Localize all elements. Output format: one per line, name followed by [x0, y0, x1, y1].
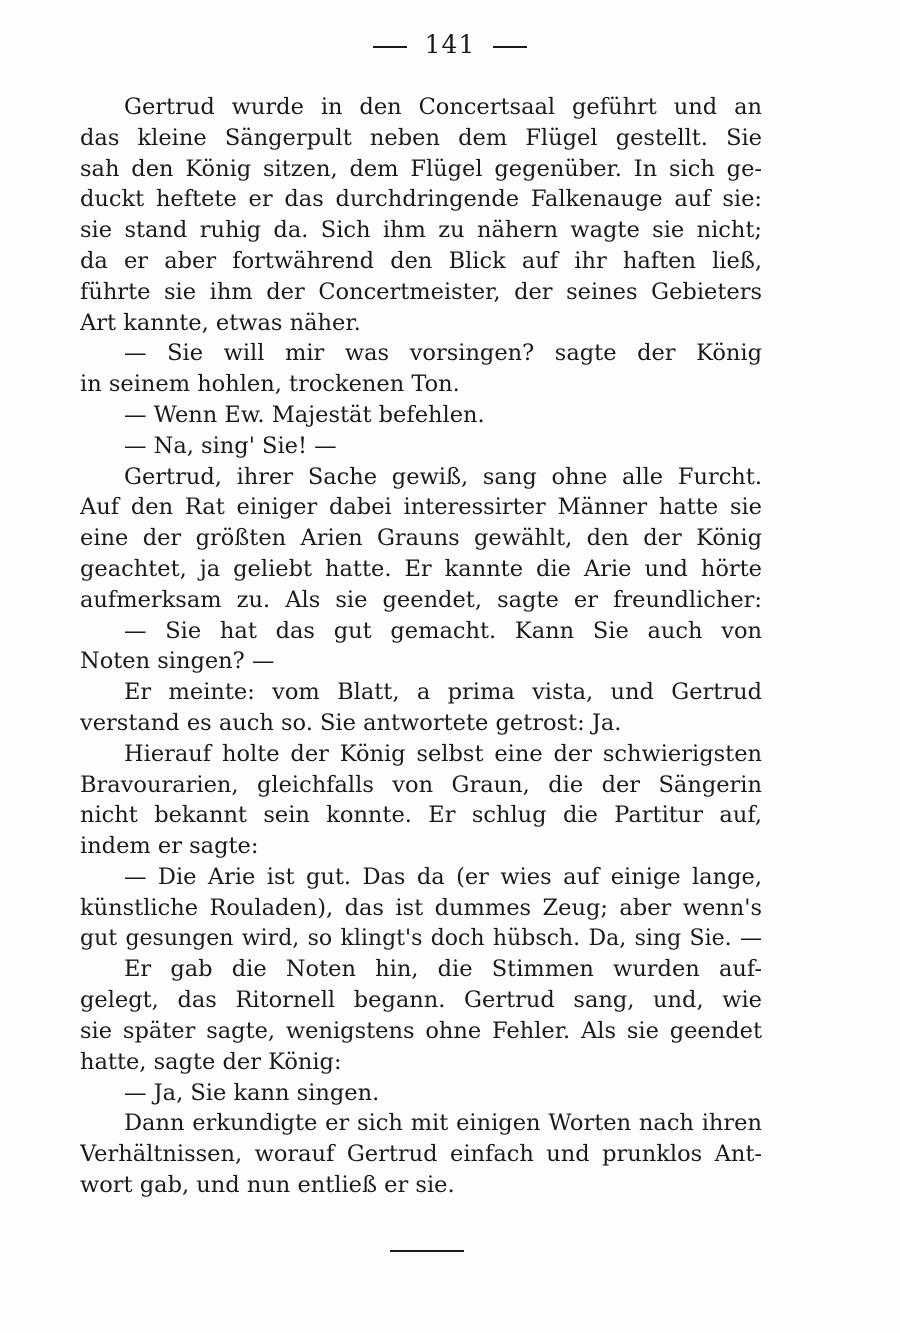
- text-line: geachtet, ja geliebt hatte. Er kannte die Arie und hörte: [80, 555, 762, 582]
- text-line: Hierauf holte der König selbst eine der schwierigsten: [124, 740, 762, 767]
- text-line: aufmerksam zu. Als sie geendet, sagte er freundlicher:: [80, 586, 762, 613]
- text-line: Auf den Rat einiger dabei interessirter Männer hatte sie: [80, 494, 762, 521]
- text-line: duckt heftete er das durchdringende Falkenauge auf sie:: [80, 186, 762, 213]
- text-line: — Sie will mir was vorsingen? sagte der König: [124, 340, 762, 367]
- text-line: Gertrud wurde in den Concertsaal geführt und an: [124, 94, 762, 120]
- text-line: Dann erkundigte er sich mit einigen Worten nach ihren: [124, 1110, 762, 1137]
- text-line: — Wenn Ew. Majestät befehlen.: [124, 401, 485, 428]
- text-line: verstand es auch so. Sie antwortete getrost: Ja.: [80, 709, 622, 736]
- text-line: da er aber fortwährend den Blick auf ihr haften ließ,: [80, 247, 762, 274]
- text-line: das kleine Sängerpult neben dem Flügel gestellt. Sie: [80, 124, 762, 151]
- header-dash-right: [493, 46, 527, 48]
- text-line: eine der größten Arien Grauns gewählt, den der König: [80, 525, 762, 552]
- text-line: — Sie hat das gut gemacht. Kann Sie auch von: [124, 617, 762, 644]
- text-line: führte sie ihm der Concertmeister, der seines Gebieters: [80, 278, 762, 305]
- text-line: gelegt, das Ritornell begann. Gertrud sang, und, wie: [80, 987, 762, 1014]
- text-line: sie später sagte, wenigstens ohne Fehler. Als sie geendet: [80, 1017, 762, 1044]
- header-dash-left: [373, 46, 407, 48]
- text-line: Er gab die Noten hin, die Stimmen wurden auf-: [124, 956, 762, 983]
- text-line: — Die Arie ist gut. Das da (er wies auf einige lange,: [124, 863, 762, 890]
- text-line: hatte, sagte der König:: [80, 1048, 342, 1075]
- text-line: in seinem hohlen, trockenen Ton.: [80, 371, 460, 398]
- text-line: Er meinte: vom Blatt, a prima vista, und Gertrud: [124, 679, 762, 706]
- text-line: Art kannte, etwas näher.: [80, 309, 361, 336]
- text-line: Noten singen? —: [80, 648, 275, 675]
- text-line: — Na, sing' Sie! —: [124, 432, 337, 459]
- text-line: sah den König sitzen, dem Flügel gegenüber. In sich ge-: [80, 155, 762, 182]
- text-line: künstliche Rouladen), das ist dummes Zeug; aber wenn's: [80, 894, 762, 921]
- text-line: Verhältnissen, worauf Gertrud einfach und prunklos Ant-: [80, 1141, 762, 1168]
- page-header: [0, 30, 900, 59]
- end-rule: [390, 1250, 464, 1252]
- text-line: wort gab, und nun entließ er sie.: [80, 1171, 455, 1198]
- body-text: [80, 92, 762, 1201]
- text-line: gut gesungen wird, so klingt's doch hübsch. Da, sing Sie. —: [80, 925, 762, 951]
- text-line: Gertrud, ihrer Sache gewiß, sang ohne alle Furcht.: [124, 463, 762, 490]
- text-line: indem er sagte:: [80, 833, 259, 860]
- text-line: Bravourarien, gleichfalls von Graun, die der Sängerin: [80, 771, 762, 798]
- text-line: nicht bekannt sein konnte. Er schlug die Partitur auf,: [80, 802, 762, 829]
- text-line: sie stand ruhig da. Sich ihm zu nähern wagte sie nicht;: [80, 217, 762, 244]
- page-number: 141: [424, 30, 476, 59]
- text-line: — Ja, Sie kann singen.: [124, 1079, 380, 1106]
